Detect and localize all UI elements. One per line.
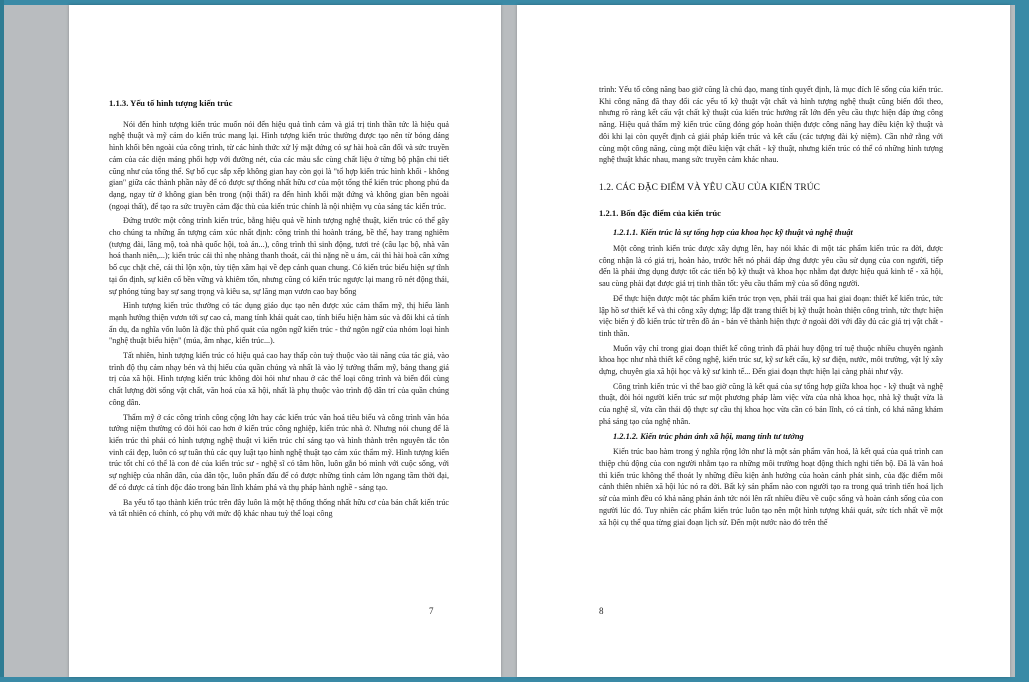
paragraph: Một công trình kiến trúc được xây dựng lên, hay nói khác đi một tác phẩm kiến trúc ra đời, được công nhận là có giá trị, hoàn hảo, trước hết nó phải đáp ứng được yêu cầu sử dụng của con người, tiếp đến là phải ứng dụng được tốt các tiến bộ kỹ thuật và khoa học nhằm đạt được hiệu quả kinh tế - xã hội, sau cùng phải đạt được giá trị tinh thần tốt: yêu cầu thẩm mỹ của số đông người. [599, 244, 943, 289]
viewer-frame-bottom [0, 677, 1029, 682]
paragraph: Nói đến hình tượng kiến trúc muốn nói đến hiệu quả tình cảm và giá trị tinh thần tức là hiệu quả nghệ thuật và mỹ cảm do kiến trúc mang lại. Hình tượng kiến trúc thường được tạo nên từ bóng dáng hình khối bên ngoài của công trình, từ các hình thức xử lý mặt đứng có sự hài hoà cân đối và sức truyền cảm của các diện mảng phối hợp với đường nét, của các màu sắc cùng chất liệu ở từng bộ phận chi tiết cũng như của tổng thể. Sự bố cục sắp xếp không gian hay còn gọi là "tổ hợp kiến trúc hình khối - không gian" giữa các thành phần này để có được sự thống nhất hữu cơ của một tổng thể kiến trúc phong phú đa dạng, ngay từ ở không gian bên trong (nội thất) ra đến hình khối mặt đứng và không gian bên ngoài (ngoại thất), để tạo ra sức truyền cảm đặc thù của kiến trúc chính là nội nhiệm vụ của sáng tác kiến trúc. [109, 119, 449, 211]
page-number: 8 [599, 606, 604, 616]
chapter-section-heading: 1.2. CÁC ĐẶC ĐIỂM VÀ YÊU CẦU CỦA KIẾN TRÚC [599, 182, 820, 193]
paragraph: Thẩm mỹ ở các công trình công cộng lớn hay các kiến trúc văn hoá tiêu biểu và công trình văn hóa tưởng niệm thường có đòi hỏi cao hơn ở kiến trúc công nghiệp, kiến trúc nhà ở. Nhưng nói chung để là kiến trúc thì phải có hình tượng nghệ thuật vì kiến trúc chỉ sáng tạo và hình thành trên nguyên tắc tôn vinh cái đẹp, luôn có sự tuân thủ các quy luật tạo hình nghệ thuật tạo cảm xúc thẩm mỹ. Hình tượng kiến trúc tốt chỉ có thể là con đẻ của kiến trúc sư - nghệ sĩ có tâm hồn, luôn gắn bó mình với cuộc sống, với sự nghiệp của nhân dân, của dân tộc, luôn phấn đấu để có được những tình cảm lớn ngang tầm thời đại, để có được cá tính độc đáo trong bản lĩnh khám phá và thụ pháp hành nghề - sáng tạo. [109, 412, 449, 492]
page-number: 7 [429, 606, 434, 616]
paragraph: Để thực hiện được một tác phẩm kiến trúc trọn vẹn, phải trải qua hai giai đoạn: thiết kế kiến trúc, tức lập hồ sơ thiết kế và thi công xây dựng; lắp đặt trang thiết bị kỹ thuật hoàn thiện công trình, tức thực hiện việc biến ý đồ kiến trúc từ trên đồ án - bản vẽ thành hiện thực ở ngoài đời với đầy đủ các giá trị vật chất - tinh thần. [599, 293, 943, 338]
paragraph: Muốn vậy chỉ trong giai đoạn thiết kế công trình đã phải huy động trí tuệ thuộc nhiều chuyên ngành khoa học như nhà thiết kế công nghệ, kiến trúc sư, kỹ sư kết cấu, kỹ sư điện, nước, môi trường, vật lý xây dựng, chuyên gia xã hội học và kỹ sư kinh tế... Đến giai đoạn thực hiện lại càng phải như vậy. [599, 343, 943, 377]
viewer-frame-left [0, 0, 4, 682]
document-page-left [69, 5, 501, 677]
page-left-content [109, 94, 449, 523]
document-page-right [517, 5, 1010, 677]
viewer-scrollbar[interactable] [1015, 0, 1029, 682]
paragraph: Kiến trúc bao hàm trong ý nghĩa rộng lớn như là một sản phẩm văn hoá, là kết quả của quá trình can thiệp chủ động của con người nhằm tạo ra những môi trường hoạt động thích nghi tiến bộ. Đã là văn hoá thì kiến trúc không thể thoát ly những điều kiện ảnh hưởng của hoàn cảnh phát sinh, của đặc điểm môi cảnh thiên nhiên xã hội lúc nó ra đời. Bất kỳ sản phẩm nào con người tạo ra trong quá trình tiến hoá lịch sử của mình đều có khả năng phản ánh tức nói lên rất nhiều điều về cuộc sống và hoàn cảnh sống của con người lúc đó. Tuy nhiên các phẩm kiến trúc luôn tạo nên một hình tượng khái quát, sức tích nhất về một xã hội cụ thể qua từng giai đoạn lịch sử. Đến một nước nào đó trên thế [599, 447, 943, 527]
subsection-heading: 1.2.1. Bốn đặc điểm của kiến trúc [599, 207, 721, 218]
paragraph: Công trình kiến trúc vì thế bao giờ cũng là kết quả của sự tổng hợp giữa khoa học - kỹ thuật và nghệ thuật, đòi hỏi người kiến trúc sư một phương pháp làm việc vừa của nhà khoa học, nhà kỹ thuật vừa là của nghệ sĩ, vừa cần thái độ thực sự cầu thị khoa học vừa cần có bản lĩnh, có cá tính, có khả năng khám phá sáng tạo của nghệ nhân. [599, 381, 943, 426]
paragraph: Hình tượng kiến trúc thường có tác dụng giáo dục tạo nên được xúc cảm thẩm mỹ, thị hiếu lành mạnh hướng thiện vươn tới sự cao cả, mang tính khái quát cao, tính biểu hiện hàm súc và đôi khi cả tính ẩn dụ, đa nghĩa vốn luôn là đặc thù phổ quát của ngôn ngữ kiến trúc - thứ ngôn ngữ của nhóm loại hình "nghệ thuật biểu hiện" (múa, âm nhạc, kiến trúc...). [109, 301, 449, 346]
page-right-content [599, 84, 943, 531]
paragraph: Ba yếu tố tạo thành kiến trúc trên đây luôn là một hệ thống thống nhất hữu cơ của bản chất kiến trúc và tất nhiên có chính, có phụ với mức độ khác nhau tuỳ thể loại công [109, 497, 449, 519]
item-heading: 1.2.1.2. Kiến trúc phản ánh xã hội, mang tính tư tưởng [613, 431, 804, 441]
section-heading: 1.1.3. Yếu tố hình tượng kiến trúc [109, 98, 233, 108]
paragraph: Đứng trước một công trình kiến trúc, bằng hiệu quả về hình tượng nghệ thuật, kiến trúc có thể gây cho chúng ta những ấn tượng cảm xúc nhất định: công trình thì hoành tráng, bề thế, hay trang nghiêm (tượng đài, lăng mộ, toà nhà quốc hội, toà án...), công trình thì sinh động, tươi trẻ (câu lạc bộ, nhà văn hoá thanh niên,...); kiến trúc cái thì nhẹ nhàng thanh thoát, cái thì nặng nề u ám, cái thì hài hoà cân xứng bố cục chặt chẽ, cái thì lộn xộn, tùy tiện xâm hại về đẹp cảnh quan chung. Có kiến trúc biểu hiện sự tĩnh tại ổn định, sự kiên cố bền vững và khiêm tốn, nhưng cũng có kiến trúc ngược lại mang rõ nét động thái, sự phóng túng bay sự sang trọng và kiêu sa, sự lăng mạn vươn cao bay bổng [109, 216, 449, 296]
item-heading: 1.2.1.1. Kiến trúc là sự tổng hợp của khoa học kỹ thuật và nghệ thuật [613, 228, 853, 238]
paragraph: Tất nhiên, hình tượng kiến trúc có hiệu quả cao hay thấp còn tuỳ thuộc vào tài năng của tác giả, vào trình độ thụ cảm nhạy bén và thị hiếu của quần chúng và nhất là vào lý tưởng thẩm mỹ, bảng thang giá trị của xã hội. Hình tượng kiến trúc không đòi hỏi như nhau ở các thể loại công trình và biến đổi cùng chất lượng đời sống vật chất, văn hoá của xã hội, nhất là phụ thuộc vào trình độ dân trí của quần chúng công dân. [109, 351, 449, 407]
paragraph: trình: Yếu tố công năng bao giờ cũng là chủ đạo, mang tính quyết định, là mục đích lẽ sống của kiến trúc. Khi công năng đã thay đổi các yếu tố kỹ thuật vật chất và hình tượng nghệ thuật cũng biến đổi theo, nhưng rõ ràng kết cấu vật chất kỹ thuật của kiến trúc hướng rất lớn đến yêu cầu thực hiện đáp ứng công năng. Hiệu quả thẩm mỹ kiến trúc cũng đóng góp hoàn thiện được công năng hay điều kiện kỹ thuật và đôi khi lại còn quyết định cả giải pháp kiến trúc và kết cấu (các tượng đài kỷ niệm). Cần nhớ rằng với cùng một công năng, cùng một điều kiện vật chất - kỹ thuật, nhưng kiến trúc có thể có những hình tượng nghệ thuật khác nhau, mang sức truyền cảm khác nhau. [599, 85, 943, 165]
